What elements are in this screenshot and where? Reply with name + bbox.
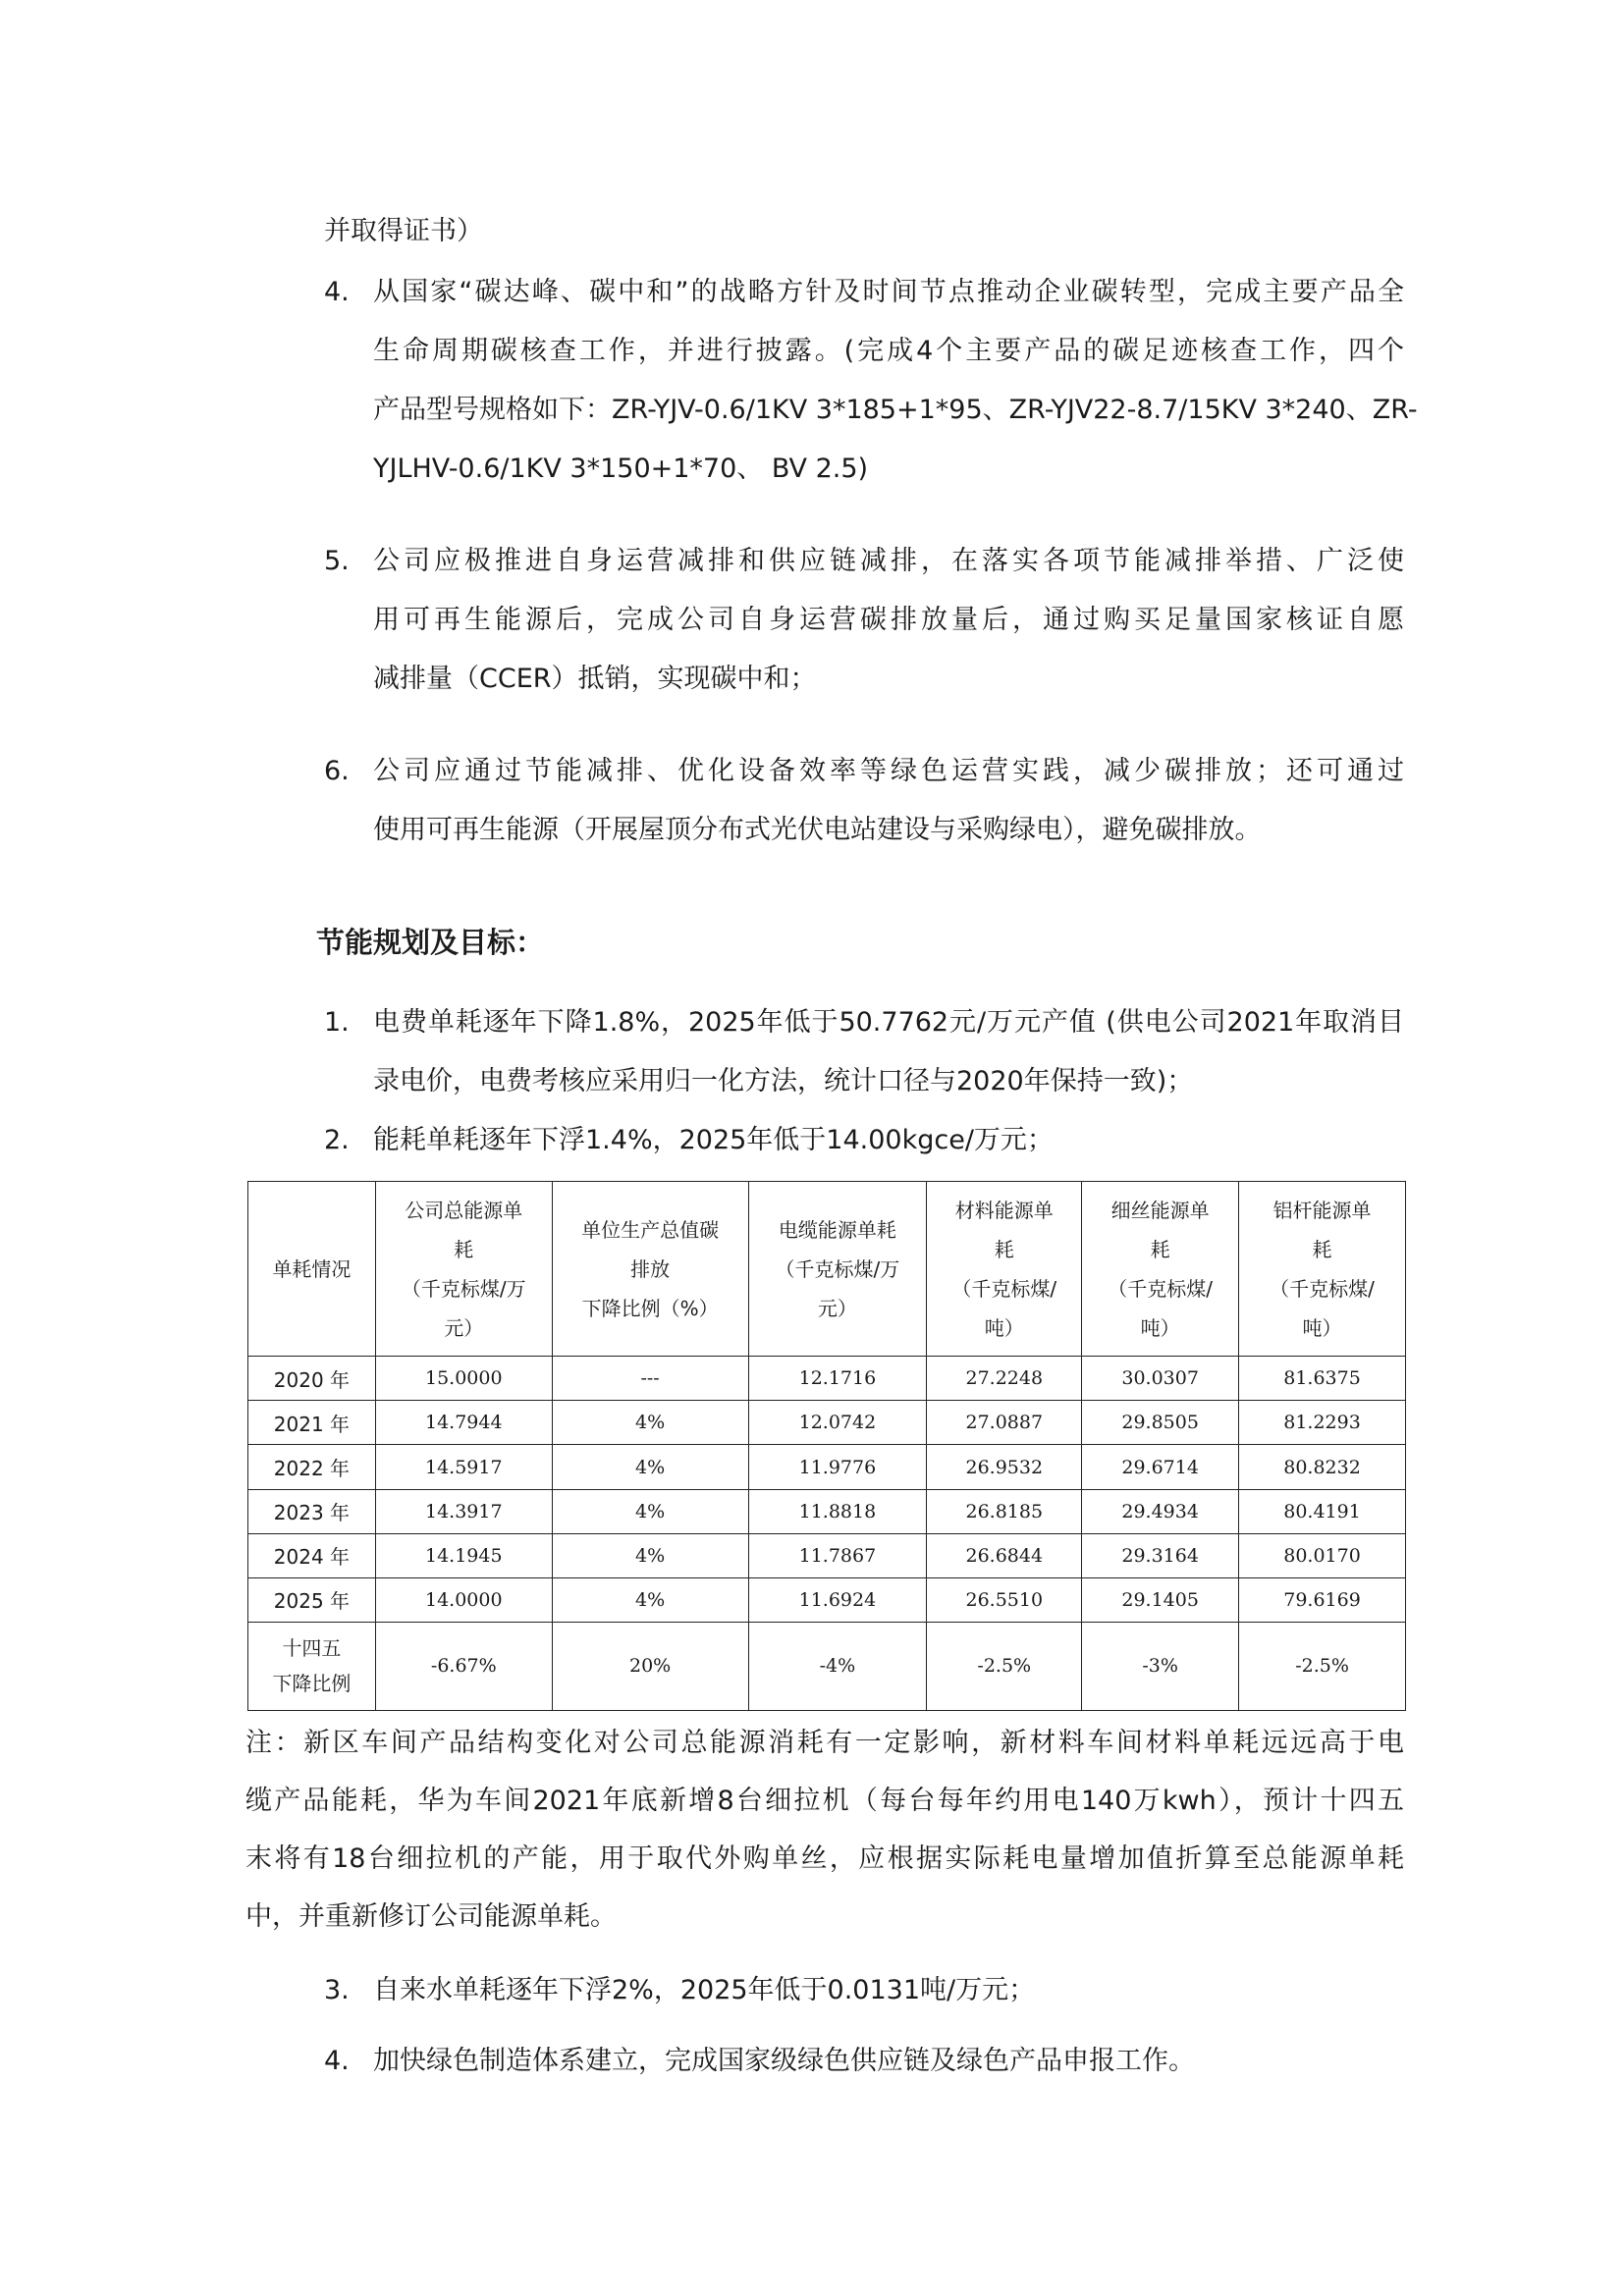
table-cell: 4% bbox=[552, 1489, 748, 1533]
table-cell: 11.9776 bbox=[748, 1445, 927, 1489]
table-row-label: 2020 年 bbox=[248, 1357, 376, 1401]
table-cell: 12.0742 bbox=[748, 1401, 927, 1445]
table-cell: 29.1405 bbox=[1082, 1577, 1239, 1622]
list-item bbox=[373, 1961, 1404, 2020]
list-item-line: 加快绿色制造体系建立，完成国家级绿色供应链及绿色产品申报工作。 bbox=[373, 2046, 1195, 2076]
table-row-label: 2025 年 bbox=[248, 1577, 376, 1622]
table-row bbox=[248, 1577, 1406, 1622]
table-cell: 26.8185 bbox=[927, 1489, 1082, 1533]
table-cell: 14.3917 bbox=[375, 1489, 552, 1533]
table-summary-row bbox=[248, 1622, 1406, 1710]
table-cell: 29.6714 bbox=[1082, 1445, 1239, 1489]
item-number: 3. bbox=[324, 1975, 350, 2005]
table-cell: 4% bbox=[552, 1445, 748, 1489]
list-item-line: 从国家“碳达峰、碳中和”的战略方针及时间节点推动企业碳转型，完成主要产品全 bbox=[373, 277, 1404, 307]
table-cell: 80.0170 bbox=[1239, 1533, 1406, 1577]
table-cell: 11.6924 bbox=[748, 1577, 927, 1622]
list-item bbox=[373, 742, 1404, 860]
table-header-cell: 公司总能源单 耗 （千克标煤/万 元） bbox=[375, 1182, 552, 1357]
table-cell: 26.9532 bbox=[927, 1445, 1082, 1489]
list-item-line: YJLHV-0.6/1KV 3*150+1*70、 BV 2.5) bbox=[373, 454, 869, 484]
list-item-line: 生命周期碳核查工作，并进行披露。(完成4个主要产品的碳足迹核查工作，四个 bbox=[373, 336, 1404, 366]
table-cell: 29.4934 bbox=[1082, 1489, 1239, 1533]
table-cell: 4% bbox=[552, 1401, 748, 1445]
item-number: 6. bbox=[324, 756, 350, 786]
table-cell: 14.0000 bbox=[375, 1577, 552, 1622]
intro-paragraph bbox=[324, 202, 1404, 261]
table-cell: 79.6169 bbox=[1239, 1577, 1406, 1622]
table-cell: -2.5% bbox=[927, 1622, 1082, 1710]
table-cell: -2.5% bbox=[1239, 1622, 1406, 1710]
list-item bbox=[373, 993, 1404, 1111]
table-row-label: 2022 年 bbox=[248, 1445, 376, 1489]
note-line: 末将有18台细拉机的产能，用于取代外购单丝，应根据实际耗电量增加值折算至总能源单耗 bbox=[245, 1843, 1404, 1874]
table-row-label: 2024 年 bbox=[248, 1533, 376, 1577]
energy-consumption-table bbox=[247, 1181, 1406, 1711]
list-item-line: 用可再生能源后，完成公司自身运营碳排放量后，通过购买足量国家核证自愿 bbox=[373, 605, 1404, 635]
table-header-cell: 电缆能源单耗 （千克标煤/万 元） bbox=[748, 1182, 927, 1357]
intro-line: 并取得证书） bbox=[324, 216, 483, 246]
table-cell: 11.8818 bbox=[748, 1489, 927, 1533]
table-cell: 30.0307 bbox=[1082, 1357, 1239, 1401]
note-paragraph bbox=[245, 1714, 1404, 1946]
table-cell: 29.3164 bbox=[1082, 1533, 1239, 1577]
list-item bbox=[373, 2032, 1404, 2091]
table-cell: 4% bbox=[552, 1577, 748, 1622]
table-summary-label: 十四五 下降比例 bbox=[248, 1622, 376, 1710]
table-row-label: 2021 年 bbox=[248, 1401, 376, 1445]
table-cell: 14.7944 bbox=[375, 1401, 552, 1445]
list-item-line: 能耗单耗逐年下浮1.4%，2025年低于14.00kgce/万元； bbox=[373, 1125, 1054, 1155]
table-header-cell: 细丝能源单 耗 （千克标煤/ 吨） bbox=[1082, 1182, 1239, 1357]
table-cell: 29.8505 bbox=[1082, 1401, 1239, 1445]
table-header-cell: 单耗情况 bbox=[248, 1182, 376, 1357]
section-heading: 节能规划及目标： bbox=[316, 926, 545, 959]
item-number: 1. bbox=[324, 1007, 350, 1038]
table-header-cell: 铝杆能源单 耗 （千克标煤/ 吨） bbox=[1239, 1182, 1406, 1357]
table-row bbox=[248, 1445, 1406, 1489]
table-cell: 80.8232 bbox=[1239, 1445, 1406, 1489]
list-item-line: 产品型号规格如下：ZR-YJV-0.6/1KV 3*185+1*95、ZR-YJV22-8.7/15KV 3*240、ZR- bbox=[373, 395, 1418, 425]
table-header-cell: 单位生产总值碳 排放 下降比例（%） bbox=[552, 1182, 748, 1357]
item-number: 5. bbox=[324, 546, 350, 576]
list-item-line: 公司应极推进自身运营减排和供应链减排，在落实各项节能减排举措、广泛使 bbox=[373, 546, 1404, 576]
table-cell: 81.6375 bbox=[1239, 1357, 1406, 1401]
note-line: 注：新区车间产品结构变化对公司总能源消耗有一定影响，新材料车间材料单耗远远高于电 bbox=[245, 1728, 1404, 1758]
table-cell: 4% bbox=[552, 1533, 748, 1577]
table-cell: 80.4191 bbox=[1239, 1489, 1406, 1533]
table-cell: --- bbox=[552, 1357, 748, 1401]
table-cell: 12.1716 bbox=[748, 1357, 927, 1401]
table-cell: -6.67% bbox=[375, 1622, 552, 1710]
table-cell: 15.0000 bbox=[375, 1357, 552, 1401]
table-row bbox=[248, 1533, 1406, 1577]
list-item-line: 减排量（CCER）抵销，实现碳中和； bbox=[373, 664, 817, 694]
table-cell: 14.1945 bbox=[375, 1533, 552, 1577]
table-cell: 26.6844 bbox=[927, 1533, 1082, 1577]
list-item-line: 公司应通过节能减排、优化设备效率等绿色运营实践，减少碳排放；还可通过 bbox=[373, 756, 1404, 786]
table-row bbox=[248, 1357, 1406, 1401]
table-cell: 27.0887 bbox=[927, 1401, 1082, 1445]
item-number: 4. bbox=[324, 2046, 350, 2076]
list-item-line: 使用可再生能源（开展屋顶分布式光伏电站建设与采购绿电），避免碳排放。 bbox=[373, 815, 1262, 845]
table-row bbox=[248, 1489, 1406, 1533]
note-line: 中，并重新修订公司能源单耗。 bbox=[245, 1901, 617, 1932]
item-number: 2. bbox=[324, 1125, 350, 1155]
list-item-line: 录电价，电费考核应采用归一化方法，统计口径与2020年保持一致)； bbox=[373, 1066, 1194, 1096]
note-line: 缆产品能耗，华为车间2021年底新增8台细拉机（每台每年约用电140万kwh），预计十四五 bbox=[245, 1786, 1404, 1816]
table-row-label: 2023 年 bbox=[248, 1489, 376, 1533]
table-cell: 14.5917 bbox=[375, 1445, 552, 1489]
list-item-line: 电费单耗逐年下降1.8%，2025年低于50.7762元/万元产值 (供电公司2021年取消目 bbox=[373, 1007, 1404, 1038]
item-number: 4. bbox=[324, 277, 350, 307]
list-item bbox=[373, 263, 1418, 499]
table-header-row bbox=[248, 1182, 1406, 1357]
table-row bbox=[248, 1401, 1406, 1445]
list-item bbox=[373, 532, 1404, 709]
table-cell: 20% bbox=[552, 1622, 748, 1710]
table-cell: 81.2293 bbox=[1239, 1401, 1406, 1445]
table-cell: 27.2248 bbox=[927, 1357, 1082, 1401]
table-header-cell: 材料能源单 耗 （千克标煤/ 吨） bbox=[927, 1182, 1082, 1357]
table-cell: -3% bbox=[1082, 1622, 1239, 1710]
table-cell: -4% bbox=[748, 1622, 927, 1710]
list-item bbox=[373, 1111, 1404, 1170]
list-item-line: 自来水单耗逐年下浮2%，2025年低于0.0131吨/万元； bbox=[373, 1975, 1036, 2005]
table-cell: 26.5510 bbox=[927, 1577, 1082, 1622]
table-cell: 11.7867 bbox=[748, 1533, 927, 1577]
